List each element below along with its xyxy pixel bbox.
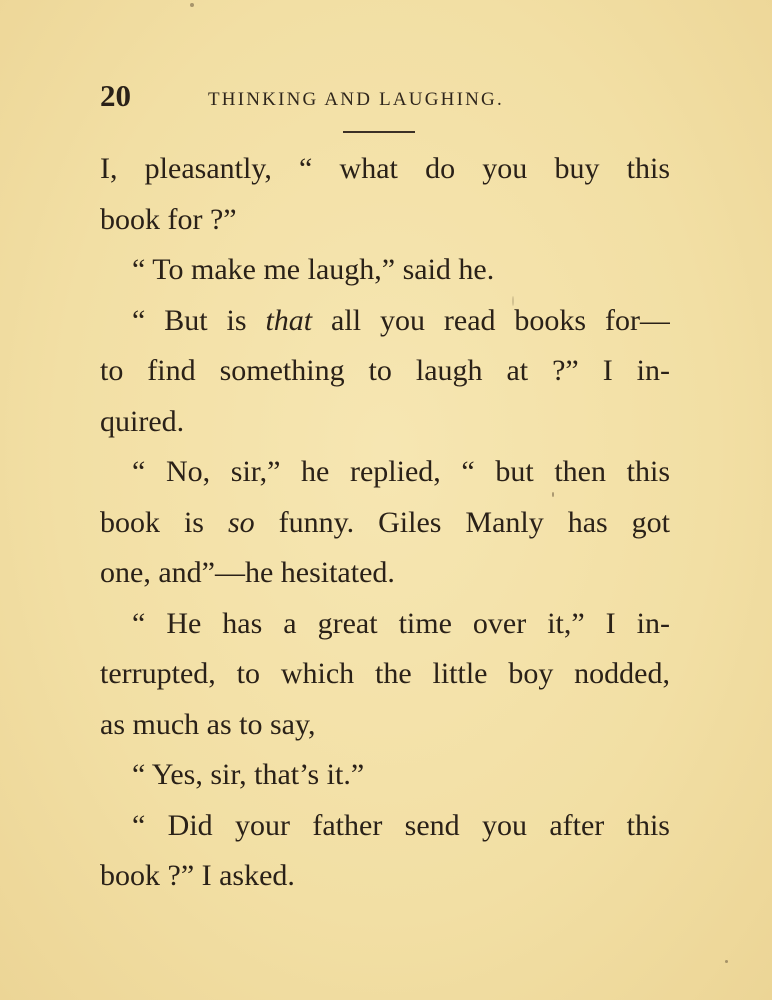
text-line: “ To make me laugh,” said he. xyxy=(132,253,495,286)
text-line: terrupted, to which the little boy nodded, xyxy=(100,657,670,690)
header-rule xyxy=(343,131,415,133)
paper-speck xyxy=(552,492,554,497)
text-run: “ But is xyxy=(132,303,266,337)
paper-speck xyxy=(512,296,514,306)
italic-text: that xyxy=(265,303,313,337)
text-line: as much as to say, xyxy=(100,707,316,741)
italic-text: so xyxy=(227,505,255,539)
paper-speck xyxy=(190,3,194,7)
text-line xyxy=(100,498,670,549)
body-text xyxy=(100,144,670,902)
text-run: funny. Giles Manly has got xyxy=(254,505,670,539)
page-header xyxy=(100,78,670,118)
text-line: one, and”—he hesitated. xyxy=(100,556,395,589)
text-line xyxy=(100,296,670,347)
text-run: book is xyxy=(100,505,228,539)
text-line: “ He has a great time over it,” I in- xyxy=(132,606,670,640)
text-line: quired. xyxy=(100,404,185,438)
paper-speck xyxy=(725,960,728,963)
text-run: all you read books for— xyxy=(312,303,670,337)
text-line: book for ?” xyxy=(100,202,237,236)
page-number: 20 xyxy=(100,78,131,113)
text-line: “ Yes, sir, that’s it.” xyxy=(132,758,365,791)
text-line: I, pleasantly, “ what do you buy this xyxy=(100,152,670,185)
text-line: book ?” I asked. xyxy=(100,859,295,892)
running-title: THINKING AND LAUGHING. xyxy=(208,89,504,110)
text-line: “ No, sir,” he replied, “ but then this xyxy=(132,455,670,488)
text-line: “ Did your father send you after this xyxy=(132,808,670,842)
text-line: to find something to laugh at ?” I in- xyxy=(100,354,670,387)
